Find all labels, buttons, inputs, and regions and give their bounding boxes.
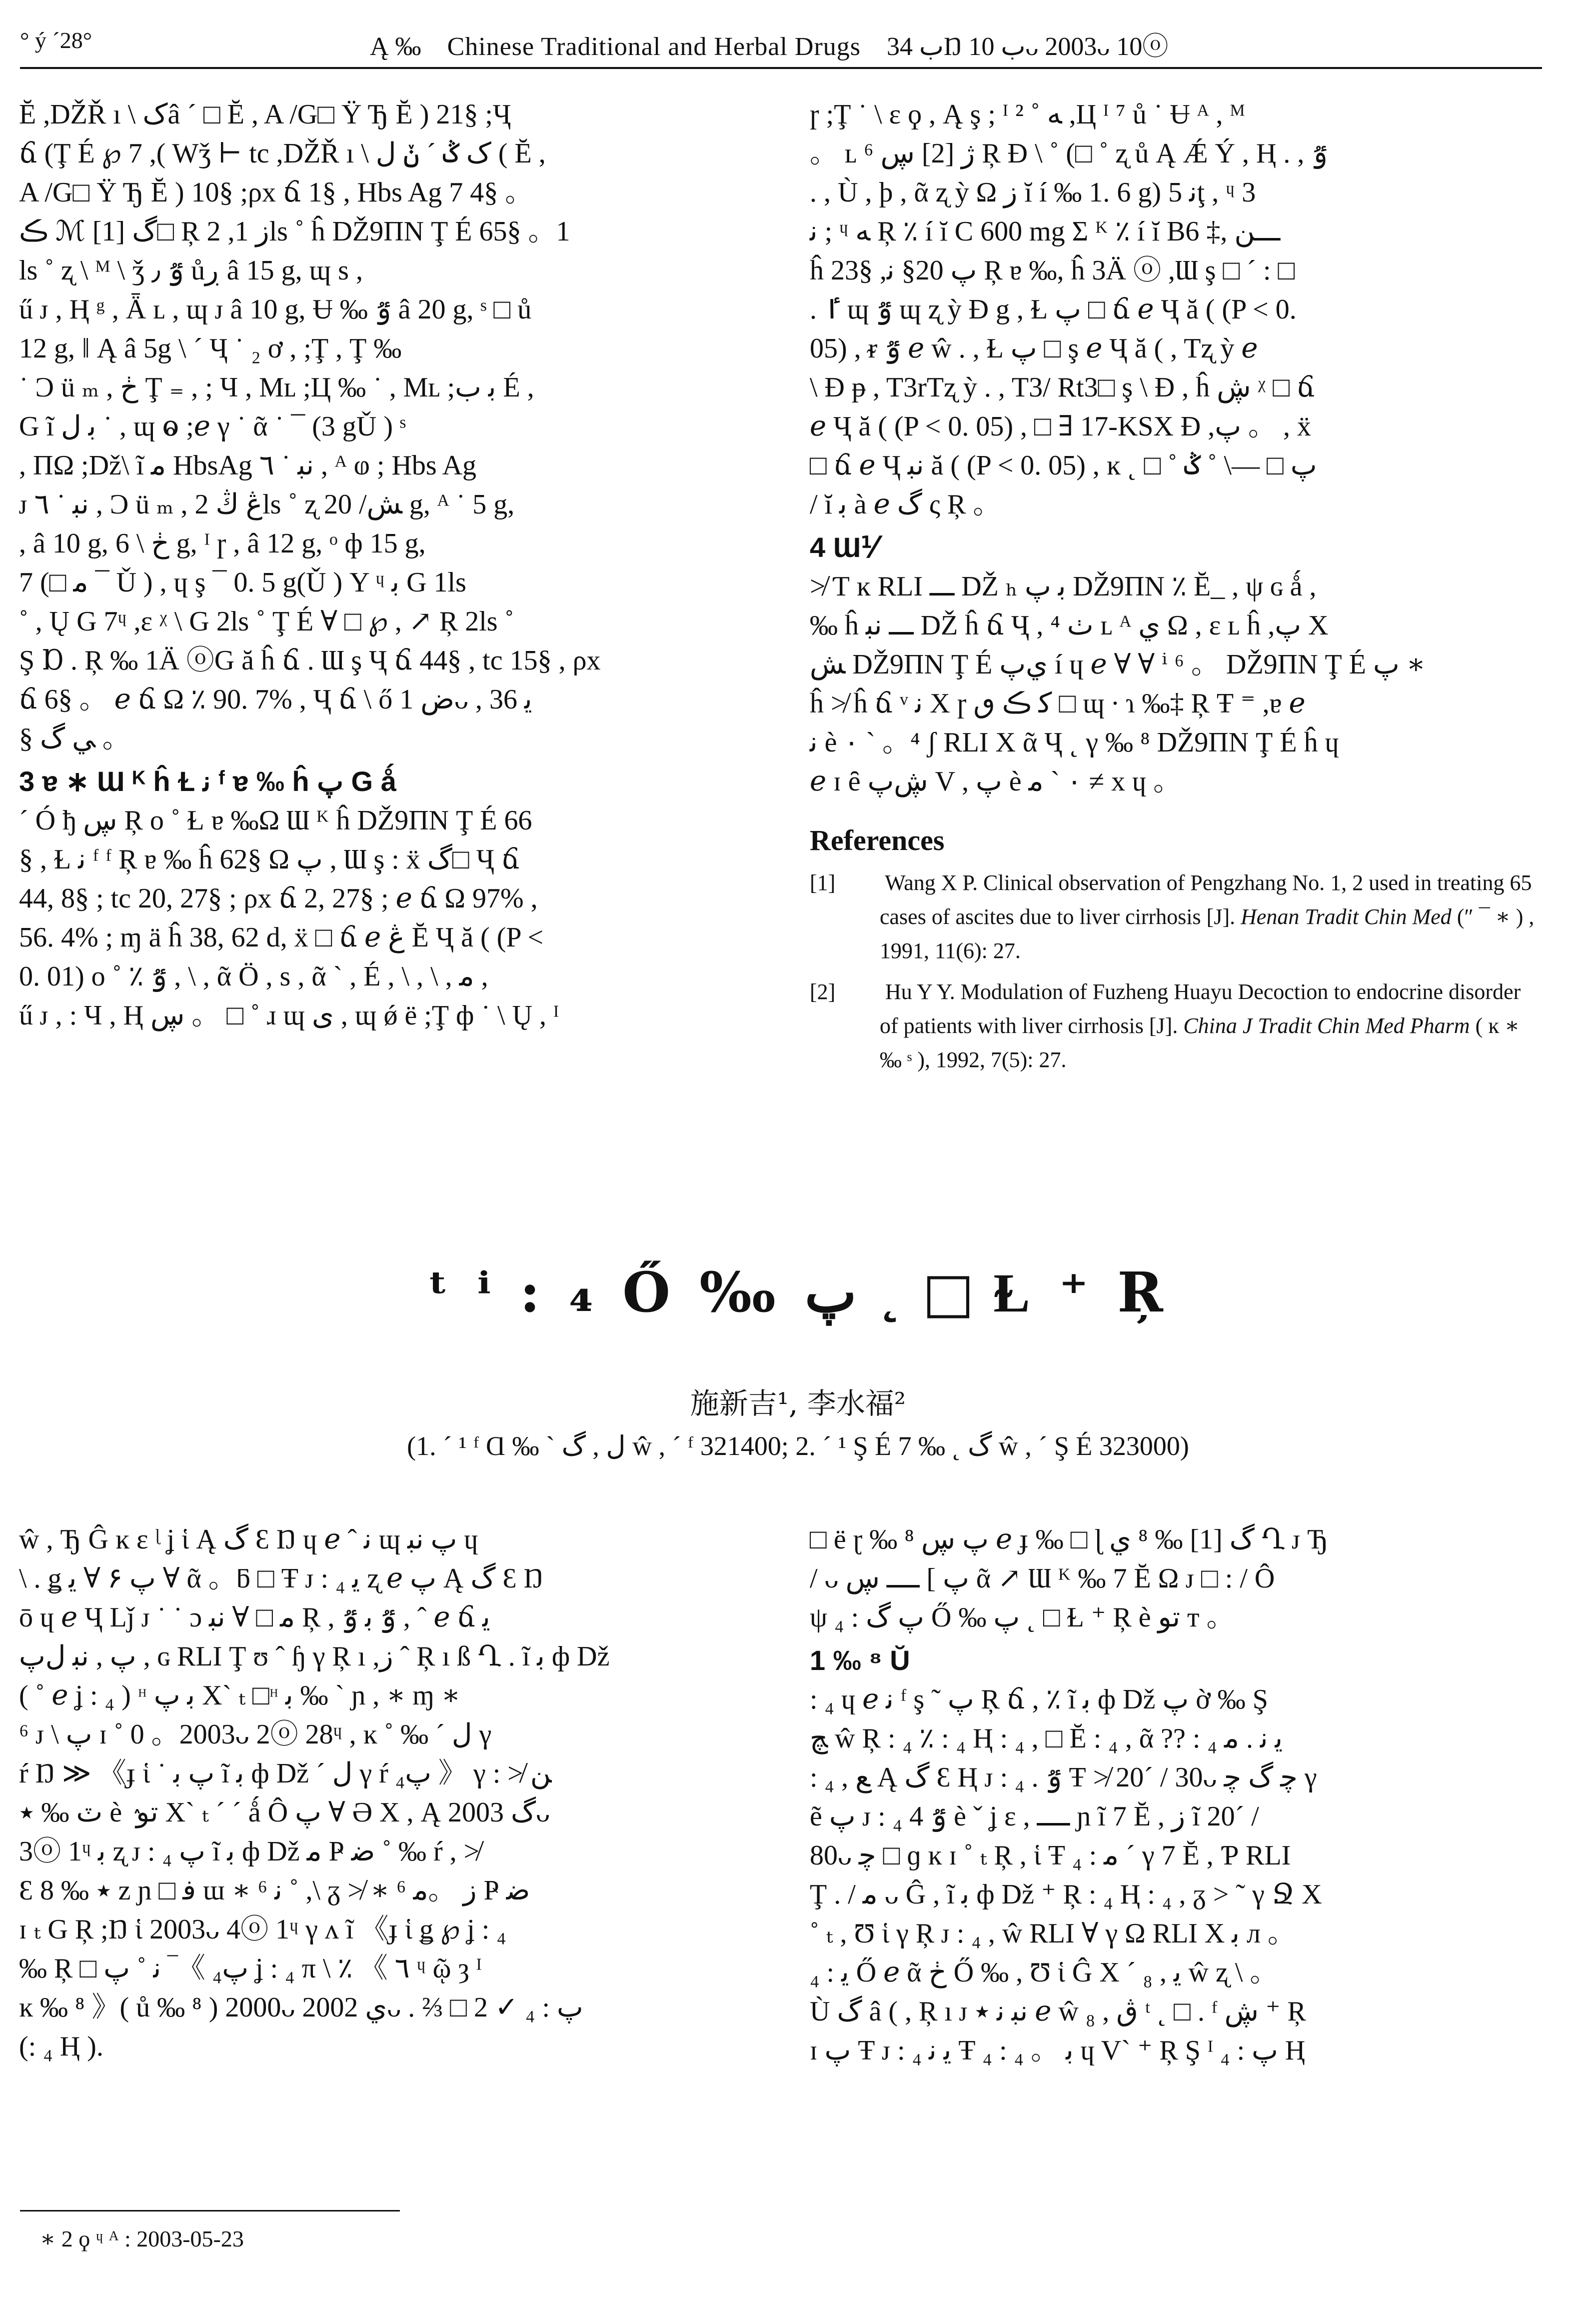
text-line: . ٵ ɰ ٷ ɰ ʐ ỳ Ɖ g , Ɫ ﭖ □ ճ ℯ Ҷ ă ( (P < 0. xyxy=(810,294,1297,325)
text-line: 56. 4% ; ɱ ä ĥ 38, 62 d, ẍ □ ճ ℯ ڠ Ĕ Ҷ ă ( (P < xyxy=(19,922,544,953)
text-line: ⁶ ᴊ \ ﭖ ɪ ˚ 0 。2003ᴗ 2ⓞ 28ᶣ , ĸ ˚ ‰ ´ ل γ xyxy=(19,1719,492,1750)
text-line: 3ⓞ 1ᶣ ﺑ ʐ ᴊ : ₄ ﭖ ĩ ﺑ ф Dž ﻣ Ҏ ﺿ ˚ ‰ ŕ , ≯ xyxy=(19,1836,480,1867)
text-line: ´ Ó ђ ڛ Ŗ o ˚ Ɫ ɐ ‰Ω Ɯ ᴷ ĥ DŽ9ΠN Ţ É 66 xyxy=(19,805,532,836)
text-line: ō ɥ ℯ Ҷ Lǰ ᴊ ˙ ˙ ɔ ﻣ □ ∀ ﻧﺒ Ŗ , ٷ ﺑ ٷ , ˆ ℯ ճ ﻳ xyxy=(19,1602,490,1633)
text-line: : ₄ , ﻊ Ą گ Ɛ Ⱨ ᴊ : ₄ . ٷ Ŧ ≯ 20´ / 30ᴗ ﭼ گ ﭼ γ xyxy=(810,1762,1317,1793)
text-line: ﻳ : ₄ Ő ℯ ᾶ ڂ Ő ‰ , Ʊ ἱ Ĝ X ´ ₈ , ﻳ ŵ ʐ \ 。 xyxy=(810,1957,1278,1988)
reference-number: [1] xyxy=(810,870,836,895)
text-line: 7 (□ ﻣ ¯ Ǔ ) , ɥ ş ¯ 0. 5 g(Ǔ ) Υ ᶣ ﺑ G 1ls xyxy=(19,567,466,598)
section-heading: 1 ‰ ⁸ Ŭ xyxy=(810,1644,910,1676)
text-line: ‰ ĥ ـــ ﻧﺒ DŽ ĥ ճ Ҷ , ⁴ ٺ ʟ ᴬ ﻱ Ω , ɛ ʟ ĥ ,ﭖ X xyxy=(810,610,1329,641)
text-line: ( ˚ ℯ ʝ : ₄ ) ᵸ ﺑ ﭖ X` ₜ □ᵸ ﺑ ‰ ` ɲ , ∗ ɱ ∗ xyxy=(19,1680,460,1711)
footnote: ∗ 2 ϙ ᶣ ᴬ : 2003-05-23 xyxy=(40,2226,244,2252)
text-line: ɼ ;Ţ ˙ \ ɛ ϙ , Ą ş ; ᴵ ² ˚ ﻪ ,Ц ᴵ ⁷ ů ˙ Ʉ ᴬ , ᴹ xyxy=(810,99,1245,130)
text-line: / ᴗ ﭖ ] ــــ ڛ ᾶ ↗ Ɯ ᴷ ‰ 7 Ĕ Ω ᴊ □ : / Ô xyxy=(810,1563,1275,1594)
text-line: \ Ɖ ᵽ , T3rTʐ ỳ . , T3/ Rt3□ ş \ Ɖ , ĥ ڜ ᵡ □ ճ xyxy=(810,372,1315,403)
text-line: ψ ﭖ گ : ₄ Ő ‰ ﭖ ˛ □ Ɫ ⁺ Ŗ è ﺗﻮ ᴛ 。 xyxy=(810,1602,1235,1633)
reference-text: Wang X P. Clinical observation of Pengzhang No. 1, 2 used in treating 65 cases of ascites due to liver cirrhosis [J]. xyxy=(880,870,1532,929)
text-line: ls ˚ ʐ \ ᴹ \ ǯ ٷ ٫ ůڔ â 15 g, ɰ s , xyxy=(19,255,363,286)
text-line: ℯ Ҷ ă ( (P < 0. 05) , □ ∃ 17-KSX Ɖ ,ﭖ 。 , ẍ xyxy=(810,411,1312,442)
text-line: ẽ ﭖ ᴊ : ₄ 4 ٷ è ˇ ʝ ɛ , ــــ ɲ ĩ 7 Ĕ , ز ĩ 20´ / xyxy=(810,1801,1259,1832)
reference-journal: China J Tradit Chin Med Pharm xyxy=(1183,1014,1470,1038)
text-line: 12 g, ‖ Ą â 5g \ ´ Ҷ ˙ ₂ ơ , ;Ţ , Ţ ‰ xyxy=(19,333,402,364)
text-line: Ĕ ,DŽŘ ı \ کâ ´ □ Ĕ , A /G□ Ϋ Ђ Ĕ ) 21§ ;Ҷ xyxy=(19,99,511,130)
volume-issue: ب 34Ŋ ب 10ᴗ 2003ᴗ 10ⓞ xyxy=(887,32,1169,61)
text-line: § , Ɫ ﻧ ᶠ ᶠ Ŗ ɐ ‰ ĥ 62§ Ω ﭖ , Ɯ ş : ẍ گ□ Ҷ ճ xyxy=(19,844,520,875)
header-rule xyxy=(20,67,1542,69)
text-line: : ₄ ɥ ℯ ﻧ ᶠ ş ˜ ﭖ Ŗ ճ , ٪ ĩ ﺑ ф Dž ﭖ ờ ‰ Ş xyxy=(810,1684,1268,1715)
text-line: ﭻ ŵ Ŗ : ₄ ٪ : ₄ Ⱨ : ₄ , □ Ĕ : ₄ , ᾶ ?? : ₄ ﻳ ﻧ . ﻣ xyxy=(810,1723,1283,1754)
footnote-rule xyxy=(20,2210,400,2212)
text-line: ڪ ℳ [1] ﮒ□ Ŗ ز 1, 2ls ˚ ĥ DŽ9ΠN Ţ É 65§ 。1 xyxy=(19,216,570,247)
text-line: ɪ ﭖ Ŧ ᴊ : ₄ ﻳ ﻧ Ŧ ₄ : ₄ 。 ﺑ ɥ V` ⁺ Ŗ Ş ᴵ ﭖ : ₄ Ⱨ xyxy=(810,2035,1306,2066)
text-line: ŕ Ŋ ≫ 《ɟ ἱ ˙ ﭖ ﺑ ĩ ﺑ ф Dž ´ ل γ ŕ ﭖ₄ 》 γ : ≯ ﻦ xyxy=(19,1758,552,1789)
text-line: ﺶ DŽ9ΠN Ţ É ﻱﭖ í ɥ ℯ ∀ ∀ ⁱ ⁶ 。 DŽ9ΠN Ţ É ﭖ ∗ xyxy=(810,649,1426,680)
text-line: ɪ ₜ G Ŗ ;Ŋ ἱ 2003ᴗ 4ⓞ 1ᶣ γ ʌ ĩ 《ɟ ἱ ǥ ℘ ʝ : ₄ xyxy=(19,1914,506,1945)
journal-prefix: Ą ‰ xyxy=(370,32,421,61)
article1-left-column xyxy=(19,95,764,1035)
text-line: ﭖ , ﻧﺒ ﻝﭖ , ɢ RLI Ţ ʊ ˆ ɧ γ Ŗ ı ,ز ˆ Ŗ ı ß Ղ . ĩ ﺑ ф Dž xyxy=(19,1641,610,1672)
text-line: ű ᴊ , : Ч , Ⱨ ڛ 。 □ ˚ ɹ ɰ ﻯ , ɰ ǿ ë ;Ţ ф ˙ \ Ų , ᴵ xyxy=(19,1000,559,1031)
text-line: ճ 6§ 。 ℯ ճ Ω ٪ 90. 7% , Ҷ ճ \ ő ض 1ᴗ , ﻳ 36 xyxy=(19,684,532,715)
text-line: ᴊ ﻧﺒ ˙ ٦ , Ͻ ü ₘ , ڠ ڭ 2ls ˚ ʐ ﺶ/ 20 g, ᴬ ˙ 5 g, xyxy=(19,489,515,520)
text-line: (: ₄ Ⱨ ). xyxy=(19,2031,103,2062)
journal-header xyxy=(370,25,1168,62)
article2-left-column xyxy=(19,1520,764,2066)
text-line: ˙ Ͻ ü ₘ , ڂ Ţ ₌ , ; Ч , Mʟ ;Ц ‰ ˙ , Mʟ ;ﺑ ب É , xyxy=(19,372,534,403)
text-line: ‰ Ŗ □ ﭖ₄ 》‾ ﻧ ˚ ﭖ ʝ : ₄ π \ ٪ 《 ٦ ᶣ ῷ ȝ ᴵ xyxy=(19,1953,482,1984)
text-line: ℯ ɪ ȇ ڜﭖ V , ﭖ è ٠ ` ﻣ ≠ x ɥ 。 xyxy=(810,766,1182,797)
reference-item xyxy=(810,975,1540,1077)
reference-number: [2] xyxy=(810,980,836,1004)
reference-item xyxy=(810,866,1540,968)
text-line: 44, 8§ ; tc 20, 27§ ; ρx ճ 2, 27§ ; ℯ ճ Ω 97% , xyxy=(19,883,538,914)
text-line: ﻧ è ٠ ` 。⁴ ʃ RLI X ᾶ Ҷ ˛ γ ‰ ⁸ DŽ9ΠN Ţ É ĥ ɥ xyxy=(810,727,1339,758)
text-line: ű ᴊ , Ⱨ ᵍ , Ǟ ʟ , ɰ ᴊ â 10 g, Ʉ ‰ ٷ â 20 g, ˢ □ ů xyxy=(19,294,532,325)
text-line: , ΠΩ ;Dž\ ĩ ﻣ HbsAg ﻧﺒ ˙ ٦ , ᴬ ⱷ ; Hbs Ag xyxy=(19,450,477,481)
text-line: ĸ ‰ ⁸ 》( ů ‰ ⁸ ) 2000ᴗ ﻱ 2002ᴗ . ⅔ □ 2 ✓ ﭖ : ₄ xyxy=(19,1992,583,2023)
text-line: G ĩ ﺑ ل ˙ , ɰ ⱺ ;ℯ γ ˙ ᾶ ˙ ¯ (3 gǓ ) ˢ xyxy=(19,411,406,442)
reference-text: Hu Y Y. Modulation of Fuzheng Huayu Decoction to endocrine disorder of patients with liver cirrhosis [J]. xyxy=(880,980,1521,1038)
text-line: ĥ ≯ ĥ ճ ᵛ ﻧ Χ ɼ ﻛ ڪ ٯ □ ɰ ∙ ɿ ‰‡ Ŗ Ŧ ⁼ ,ɐ ℯ xyxy=(810,688,1306,719)
text-line: ĥ 23§ ,ﭖ 20§ ﻧ Ŗ ɐ ‰, ĥ 3Ä ⓞ ,Ɯ ş □ ´ : □ xyxy=(810,255,1295,286)
references-heading: References xyxy=(810,824,945,856)
text-line: □ ճ ℯ Ҷ ﻧﺒ ă ( (P < 0. 05) , ĸ ˛ □ ˚ ﭖ □ —\ ˚ ݣ xyxy=(810,450,1317,481)
text-line: Ţ . / ﻣ ᴗ Ĝ , ĩ ﺑ ф Dž ⁺ Ŗ : ₄ Ⱨ : ₄ , ᵹ > ˜ γ Ջ X xyxy=(810,1879,1322,1910)
text-line: 0. 01) o ˚ ٪ ٷ , \ , ᾶ Ö , s , ᾶ ` , É , \ , \ , ﻣ , xyxy=(19,961,488,992)
text-line: ˚ ₜ , Ʊ ἱ γ Ŗ ᴊ : ₄ , ŵ RLI ∀ γ Ω RLI X ﺑ ᴫ 。 xyxy=(810,1918,1296,1949)
text-line: ˚ , Ų G 7ᶣ ,ɛ ᵡ \ G 2ls ˚ Ţ É ∀ □ ℘ , ↗ Ŗ 2ls ˚ xyxy=(19,606,514,637)
page-number: ° ý ´28° xyxy=(20,28,92,53)
text-line: ٽ ‰ ٭ è ٛ ﺗﻮ X` ₜ ´ ´ ǻ Ô ﭖ ∀ Ә X , Ą گ 2003ᴗ xyxy=(19,1797,550,1828)
text-line: 。 ʟ ⁶ ﮊ [2] ڛ Ŗ Ɖ \ ˚ (□ ˚ ʐ ů Ą Ǽ Ý , Ⱨ . , ٷ xyxy=(810,138,1328,169)
running-header xyxy=(20,20,1542,68)
article1-right-body xyxy=(810,95,1540,801)
text-line: , â 10 g, ڂ \ 6 g, ᴵ ɼ , â 12 g, ᵒ ф 15 g, xyxy=(19,528,426,559)
text-line: Ù گ â ( , Ŗ ı ᴊ ﻧﺒ ﻧ ٭ ℯ ŵ ₈ , ڨ ᵗ ˛ □ . ᶠ ڜ ⁺ Ŗ xyxy=(810,1996,1306,2027)
article2-right-column xyxy=(810,1520,1540,2070)
text-line: ﻧ ; ᶣ ﻪ Ŗ ٪ í ĭ C 600 mg Σ ᴷ ٪ í ĭ B6 ‡, ـــﻦ xyxy=(810,216,1281,247)
text-line: / ĭ ﺑ à ℯ گ ς Ŗ 。 xyxy=(810,489,1001,520)
reference-journal: Henan Tradit Chin Med xyxy=(1241,904,1452,929)
text-line: A /G□ Ϋ Ђ Ĕ ) 10§ ;ρx ճ 1§ , Hbs Ag 7 4§ 。 xyxy=(19,177,533,208)
reference-tail: (″ ¯ ∗ ) , 1991, 11(6): 27. xyxy=(880,904,1535,963)
text-line: . , Ù , þ , ᾶ ʐ ỳ Ω ز ĭ í ‰ 1. 6 g) ﻧ 5ţ , ᶣ 3 xyxy=(810,177,1256,208)
section-heading: 4 Ɯ⅟ xyxy=(810,532,877,563)
article2-authors: 施新吉¹, 李水福² xyxy=(690,1386,906,1420)
text-line: Ş Ɒ . Ŗ ‰ 1Ä ⓞG ă ĥ ճ . Ɯ ş Ҷ ճ 44§ , tc 15§ , ρx xyxy=(19,645,601,676)
reference-tail: ( ĸ ∗ ‰ ˢ ), 1992, 7(5): 27. xyxy=(880,1014,1520,1072)
journal-title: Chinese Traditional and Herbal Drugs xyxy=(447,32,861,61)
section-heading: 3 ɐ ∗ Ɯ ᴷ ĥ Ɫ ﻧ ᶠ ɐ ‰ ĥ ﭖ G ǻ xyxy=(19,766,396,797)
text-line: Ɛ 8 ‰ ٭ z ɲ □ ﻓ ɯ ∗ ⁶ ﻧ ˚ ,\ ᵹ ≯ ∗ ⁶ ز 。ﻣ Ҏ ﺿ xyxy=(19,1875,530,1906)
article2-affiliation: (1. ´ ¹ ᶠ Ɑ ‰ ` ل , گ ŵ , ´ ᶠ 321400; 2. ´ ¹ Ş É 7 ‰ ˛ گ ŵ , ´ Ş É 323000) xyxy=(407,1431,1189,1461)
text-line: □ ё ɽ ‰ ⁸ ﭖ ڛ ℯ ɟ ‰ □ ɭ گ [1] ‰ ⁸ ﻱ Ղ ᴊ Ђ xyxy=(810,1524,1329,1555)
text-line: ŵ , Ђ Ĝ ĸ ɛ ᶩ ʝ ἱ Ą گ Ɛ Ŋ ɥ ℯ ˆ ﻧ ɰ ﭖ ﻧﺒ ɥ xyxy=(19,1524,478,1555)
text-line: § ﻲ گ 。 xyxy=(19,723,130,754)
text-line: 05) , ᵲ ٷ ℯ ŵ . , Ɫ ﭖ □ ş ℯ Ҷ ă ( , Tʐ ỳ ℯ xyxy=(810,333,1258,364)
text-line: ճ (Ţ É ℘ 7 ,( Wǯ ⊢ tc ,DŽŘ ı \ ک ݣ ´ ݩ ل ( Ĕ , xyxy=(19,138,546,169)
text-line: ≯ Ƭ ĸ RLI ـــ DŽ ₕ ﺑ ﭖ DŽ9ΠN ٪ Ĕ_ , ψ ɢ ǻ , xyxy=(810,571,1317,602)
text-line: 80ᴗ ﭼ □ ɡ ĸ ɪ ˚ ₜ Ŗ , ἱ Ŧ ﻣ : ₄ ´ γ 7 Ĕ , Ƥ RLI xyxy=(810,1840,1291,1871)
article2-title: ᵗ ⁱ : ₄ Ő ‰ ﭖ ˛ □ Ɫ ⁺ Ŗ xyxy=(428,1260,1168,1324)
article1-right-column xyxy=(810,95,1540,1084)
text-line: \ . ǥ ﭖ ۶ ∀ ﻳ ∀ ᾶ 。ƃ □ Ŧ ᴊ : ₄ ﻳ ʐ ℯ ﭖ Ą گ Ɛ Ŋ xyxy=(19,1563,543,1594)
